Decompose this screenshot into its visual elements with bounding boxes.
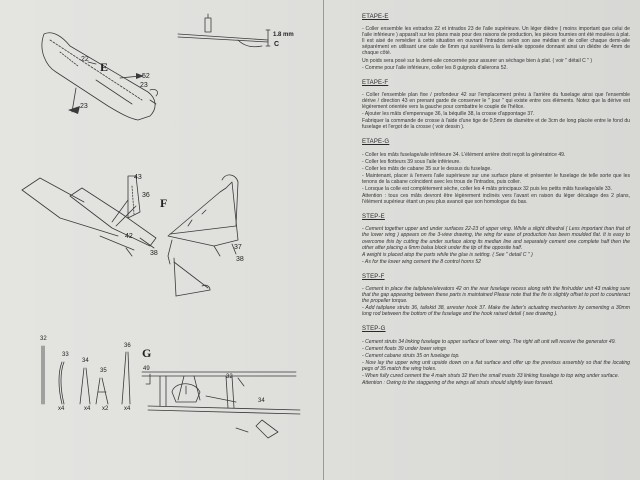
step-heading: ETAPE-G <box>362 139 390 146</box>
step-paragraph: - Maintenant, placer à l'envers l'aile supérieure sur une surface plane et présenter le fuselage de telle sorte que les tenons de la cabane coïncident avec les trous de l'intrados, puis coller. <box>362 172 630 185</box>
figure-f-label: 43 <box>134 174 142 181</box>
step-paragraph: - Comme pour l'aile inférieure, coller les 8 guignols d'ailerons 52. <box>362 64 508 71</box>
step-e-fr <box>362 14 630 71</box>
step-paragraph: A weight is placed atop the parts while the glue is setting. ( See " detail C " ) <box>362 251 533 258</box>
step-f-en <box>362 274 630 318</box>
step-paragraph: Attention : tous ces mâts devront être légèrement inclinés vers l'avant en raison du léger décalage des 2 plans, l'élément supérieur étant un peu plus avancé que son homologue du bas. <box>362 193 630 206</box>
step-paragraph: - Coller les mâts fuselage/aile inférieure 34. L'élément arrière droit reçoit la génératrice 49. <box>362 151 566 158</box>
step-paragraph: - Cement together upper and under surfaces 22-23 of upper wing. While a slight dihedral ( Less important than that of the lower wing ) appears on the 3-view drawing, the wing for ease of production has been moulded flat. It is easy to overcome this by cutting the under surface along its median line and separately cement one complete half then the other after placing a 6mm balsa block under the tip of the opposite half. <box>362 226 630 251</box>
step-g-fr <box>362 139 630 205</box>
figure-g-label: 49 <box>143 366 150 372</box>
step-paragraph: - Add tailplane struts 36, tailskid 38, arrester hook 37. Make the latter's actuating mechanism by cementing a 30mm long rod between the bottom of the fuselage and the hook raised detail ( see drawing ). <box>362 305 630 318</box>
step-paragraph: - Now lay the upper wing unit upside down on a flat surface and offer up the previous assembly so that the locating pegs of 35 match the wing holes. <box>362 359 630 372</box>
figure-f-label: 37 <box>234 244 242 251</box>
step-paragraph: - As for the lower wing cement the 8 control horns 52 <box>362 258 482 265</box>
step-paragraph: - Coller l'ensemble plan fixe / profondeur 42 sur l'emplacement prévu à l'arrière du fuselage ainsi que l'ensemble dérive / direction 43 en prenant garde de conserver le " jour " qui existe entre ces éléments. Notez que la dérive est légèrement orientée vers la gauche pour combattre le couple de l'hélice. <box>362 91 630 111</box>
step-heading: STEP-G <box>362 326 386 333</box>
figure-g-label: 35 <box>100 368 107 374</box>
figure-e-label: 23 <box>80 103 88 110</box>
figure-g-label: 34 <box>82 358 89 364</box>
figure-g-letter: G <box>142 346 152 360</box>
step-paragraph: - Coller les flotteurs 39 sous l'aile inférieure. <box>362 158 461 165</box>
step-paragraph: - Cement in place the tailplane/elevators 42 on the rear fuselage recess along with the fin/rudder unit 43 making sure that the gap appearing between these parts is maintained Please note that the fin is slightly offset to port to counteract the propeller torque. <box>362 286 630 305</box>
figure-f-label: 38 <box>236 256 244 263</box>
figure-g-quantity: x2 <box>102 406 109 412</box>
figure-e-upper-wing <box>42 14 270 120</box>
figure-e-letter: E <box>100 60 109 74</box>
figure-g-label: 36 <box>124 343 131 349</box>
step-paragraph: - Ajouter les mâts d'empennage 36, la béquille 38, la crosse d'appontage 37. <box>362 111 535 118</box>
step-paragraph: - Coller ensemble les extrados 22 et intrados 23 de l'aile supérieure. Un léger dièdre ( moins important que celui de l'aile inférieure ) apparaît sur les plans mais pour des raisons de production, les pièces fournies ont été moulées à plat. Il est aisé de remédier à cette situation en ouvrant l'intrados selon son axe médian et de coller chaque demi-aile séparément en utilisant une cale de 6mm qui surélèvera la demi-aile opposée donnant ainsi un dièdre de 4mm de chaque côté. <box>362 26 630 57</box>
instructions-column <box>362 14 630 476</box>
step-paragraph: - Cement cabane struts 35 on fuselage top. <box>362 352 460 359</box>
step-g-en <box>362 326 630 386</box>
step-paragraph: - Coller les mâts de cabane 35 sur le dessus du fuselage. <box>362 165 492 172</box>
step-heading: STEP-F <box>362 273 385 280</box>
step-f-fr <box>362 80 630 131</box>
step-heading: STEP-E <box>362 214 385 221</box>
step-heading: ETAPE-E <box>362 14 389 20</box>
figure-f-label: 42 <box>125 233 133 240</box>
figure-f-label: 38 <box>150 250 158 257</box>
figure-g-label: 32 <box>226 374 233 380</box>
figure-e-label: 22 <box>81 56 89 63</box>
figure-g-label: 33 <box>62 352 69 358</box>
figure-g-label: 34 <box>258 398 265 404</box>
step-paragraph: - Lorsque la colle est complètement sèche, coller les 4 mâts principaux 32 puis les petits mâts fuselage/aile 33. <box>362 185 613 192</box>
figure-g-quantity: x4 <box>124 406 131 412</box>
step-e-en <box>362 214 630 265</box>
figure-e-label: 23 <box>140 82 148 89</box>
step-paragraph: Un poids sera posé sur la demi-aile concernée pour assurer un séchage bien à plat. ( voir " détail C " ) <box>362 57 593 64</box>
step-paragraph: Fabriquer la commande de crosse à l'aide d'une tige de 0,5mm de diamètre et de 3cm de long placée entre le fond du fuselage et l'ergot de la crosse ( voir dessin ). <box>362 118 630 131</box>
step-paragraph: - Cement floats 39 under lower wings <box>362 345 447 352</box>
figure-g-quantity: x4 <box>84 406 91 412</box>
detail-c-label: C <box>274 41 280 48</box>
figure-g-quantity: x4 <box>58 406 65 412</box>
step-heading: ETAPE-F <box>362 79 389 86</box>
step-paragraph: - Cement struts 34 linking fuselage to upper surface of lower wing. The right aft unit will receive the generator 49. <box>362 338 616 345</box>
page-fold-line <box>323 0 324 480</box>
detail-c-dimension: 1.8 mm <box>273 32 294 38</box>
figure-g-label: 32 <box>40 336 47 342</box>
figure-g-strut-assembly <box>42 346 300 438</box>
figure-e-label: 52 <box>142 73 150 80</box>
step-paragraph: Attention : Owing to the staggering of the wings all struts should slightly lean forward. <box>362 380 554 387</box>
step-paragraph: - When fully cured cement the 4 main struts 32 then the small masts 33 linking fuselage to top wing under surface. <box>362 373 620 380</box>
figure-f-letter: F <box>160 196 168 210</box>
figure-f-label: 36 <box>142 192 150 199</box>
